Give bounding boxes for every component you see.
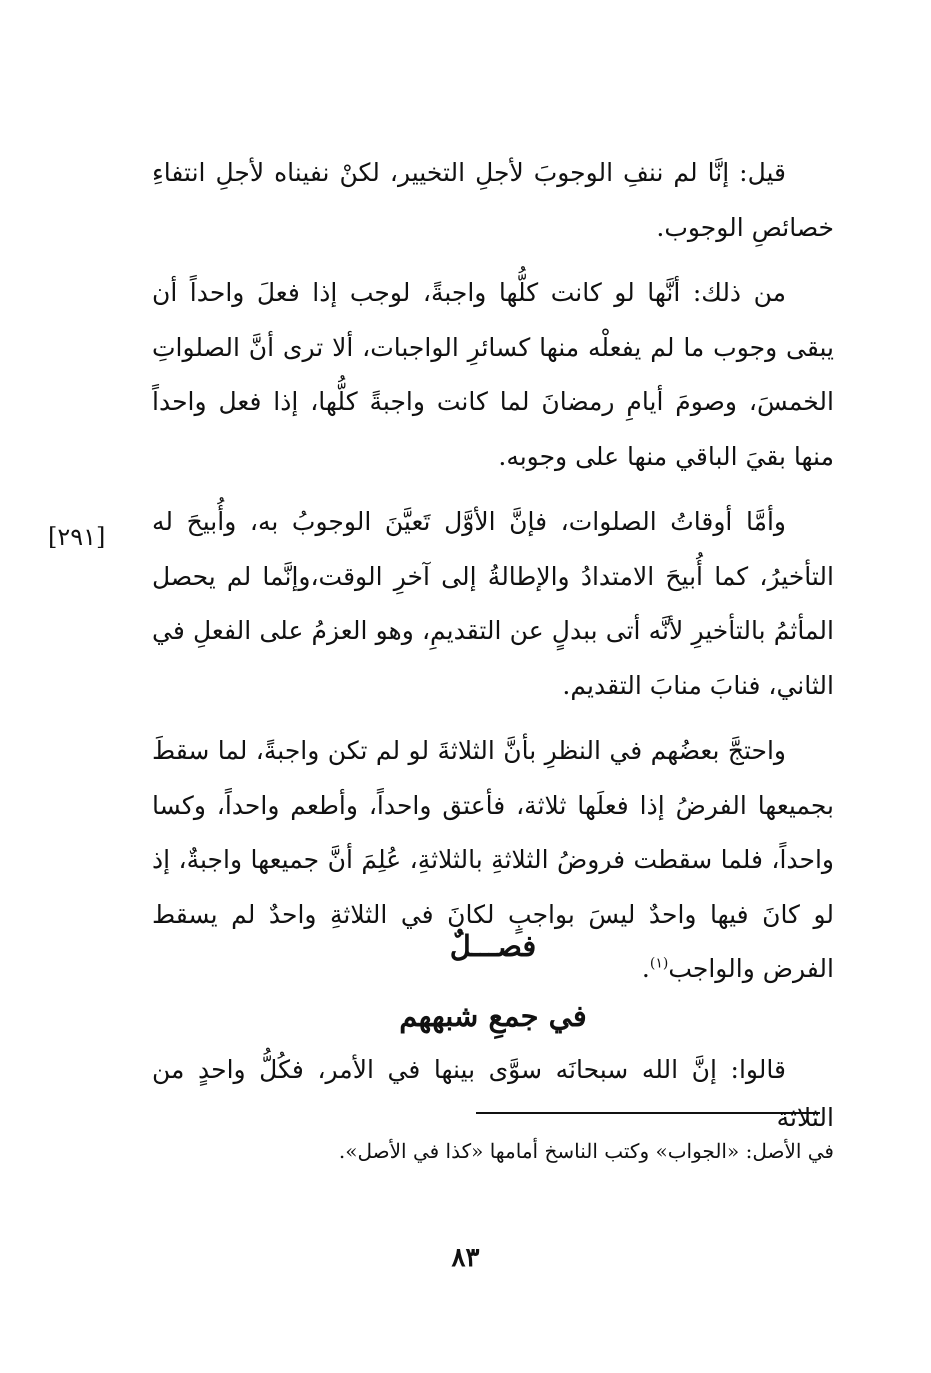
page-number: ٨٣	[451, 1243, 480, 1273]
section-heading: فصـــلٌ	[449, 929, 537, 963]
footnote-marker: (١)	[649, 955, 669, 972]
footnote-divider	[476, 1112, 820, 1114]
margin-page-reference: [٢٩١]	[48, 523, 106, 551]
main-text	[152, 146, 834, 1008]
paragraph-4-end: .	[641, 954, 650, 983]
section-subheading: في جمعِ شبههم	[399, 999, 587, 1033]
paragraph-1: قيل: إنَّا لم ننفِ الوجوبَ لأجلِ التخيير، لكنْ نفيناه لأجلِ انتفاءِ خصائصِ الوجوب.	[152, 158, 834, 242]
paragraph-2: من ذلك: أنَّها لو كانت كلُّها واجبةً، لوجب إذا فعلَ واحداً أن يبقى وجوب ما لم يفعلْه منها كسائرِ الواجبات، ألا ترى أنَّ الصلواتِ الخمسَ، وصومَ أيامِ رمضانَ لما كانت واجبةً كلُّها، إذا فعل واحداً منها بقيَ الباقي منها على وجوبه.	[152, 278, 834, 471]
section-first-line: قالوا: إنَّ الله سبحانَه سوَّى بينها في الأمر، فكُلُّ واحدٍ من الثلاثة	[152, 1055, 834, 1132]
paragraph-3: وأمَّا أوقاتُ الصلوات، فإنَّ الأوَّل تَعيَّنَ الوجوبُ به، وأُبيحَ له التأخيرُ، كما أُبيحَ الامتدادُ والإطالةُ إلى آخرِ الوقت،وإنَّما لم يحصل المأثمُ بالتأخيرِ لأنَّه أتى ببدلٍ عن التقديمِ، وهو العزمُ على الفعلِ في الثاني، فنابَ منابَ التقديم.	[152, 507, 834, 700]
footnote: في الأصل: «الجواب» وكتب الناسخ أمامها «كذا في الأصل».	[338, 1139, 834, 1163]
paragraph-4-text: واحتجَّ بعضُهم في النظرِ بأنَّ الثلاثةَ لو لم تكن واجبةً، لما سقطَ بجميعها الفرضُ إذا فعلَها ثلاثة، فأعتق واحداً، وأطعم واحداً، وكسا واحداً، فلما سقطت فروضُ الثلاثةِ بالثلاثةِ، عُلِمَ أنَّ جميعها واجبةٌ، إذ لو كانَ فيها واحدٌ ليسَ بواجبٍ لكانَ في الثلاثةِ واحدٌ لم يسقط الفرض والواجب	[152, 736, 834, 983]
